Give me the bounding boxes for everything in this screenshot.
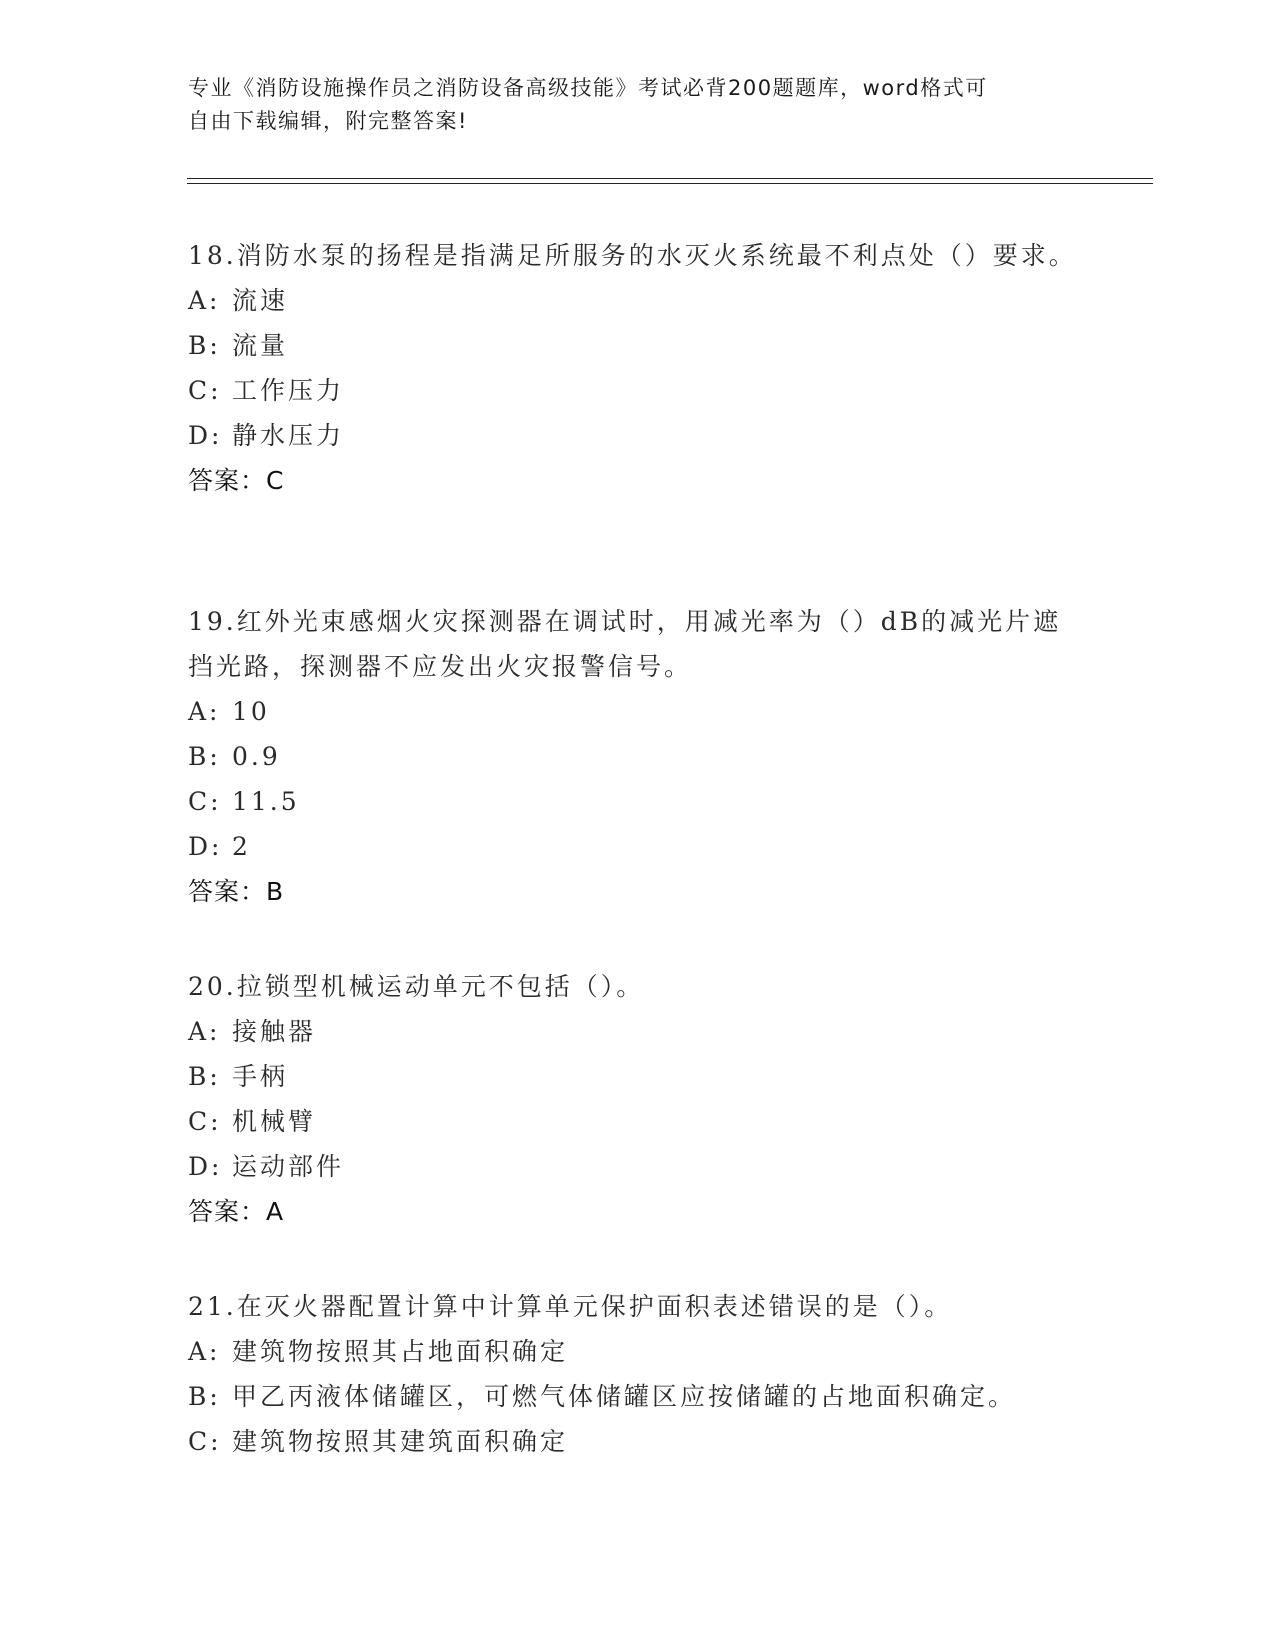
option-key: A: bbox=[188, 1017, 221, 1046]
option-d bbox=[188, 413, 1088, 458]
document-header bbox=[188, 72, 1088, 138]
option-key: D: bbox=[188, 421, 223, 450]
answer-line: 答案：C bbox=[188, 466, 285, 495]
option-key: D: bbox=[188, 1152, 223, 1181]
header-line-2: 自由下载编辑，附完整答案! bbox=[188, 109, 468, 133]
option-d bbox=[188, 824, 1088, 869]
header-divider-top bbox=[187, 178, 1153, 179]
option-c bbox=[188, 779, 1088, 824]
option-text: 2 bbox=[232, 832, 251, 861]
option-text: 手柄 bbox=[232, 1062, 289, 1091]
question-19 bbox=[188, 599, 1088, 914]
option-a bbox=[188, 1329, 1088, 1374]
option-a bbox=[188, 278, 1088, 323]
option-key: A: bbox=[188, 1337, 221, 1366]
question-stem: 21.在灭火器配置计算中计算单元保护面积表述错误的是（）。 bbox=[188, 1292, 953, 1321]
question-18 bbox=[188, 233, 1088, 503]
option-d bbox=[188, 1144, 1088, 1189]
option-key: C: bbox=[188, 1427, 222, 1456]
option-a bbox=[188, 689, 1088, 734]
option-key: D: bbox=[188, 832, 223, 861]
question-stem: 19.红外光束感烟火灾探测器在调试时，用减光率为（）dB的减光片遮挡光路，探测器不应发出火灾报警信号。 bbox=[188, 607, 1062, 681]
question-stem: 18.消防水泵的扬程是指满足所服务的水灭火系统最不利点处（）要求。 bbox=[188, 241, 1077, 270]
option-text: 流量 bbox=[232, 331, 289, 360]
option-b bbox=[188, 1374, 1088, 1419]
option-key: B: bbox=[188, 331, 221, 360]
option-key: A: bbox=[188, 697, 221, 726]
option-c bbox=[188, 1419, 1088, 1464]
option-text: 建筑物按照其占地面积确定 bbox=[232, 1337, 569, 1366]
option-text: 机械臂 bbox=[232, 1107, 317, 1136]
option-text: 接触器 bbox=[232, 1017, 317, 1046]
option-key: B: bbox=[188, 1382, 221, 1411]
option-b bbox=[188, 1054, 1088, 1099]
question-stem: 20.拉锁型机械运动单元不包括（）。 bbox=[188, 972, 645, 1001]
option-text: 11.5 bbox=[232, 787, 300, 816]
answer-line: 答案：A bbox=[188, 1197, 285, 1226]
option-b bbox=[188, 323, 1088, 368]
header-line-1: 专业《消防设施操作员之消防设备高级技能》考试必背200题题库，word格式可 bbox=[188, 76, 988, 100]
option-key: C: bbox=[188, 376, 222, 405]
option-c bbox=[188, 368, 1088, 413]
option-key: B: bbox=[188, 742, 221, 771]
answer-line: 答案：B bbox=[188, 877, 285, 906]
option-a bbox=[188, 1009, 1088, 1054]
option-text: 10 bbox=[232, 697, 270, 726]
option-text: 静水压力 bbox=[232, 421, 345, 450]
option-text: 0.9 bbox=[232, 742, 281, 771]
question-21 bbox=[188, 1284, 1088, 1464]
option-key: B: bbox=[188, 1062, 221, 1091]
option-b bbox=[188, 734, 1088, 779]
option-text: 流速 bbox=[232, 286, 289, 315]
option-text: 甲乙丙液体储罐区，可燃气体储罐区应按储罐的占地面积确定。 bbox=[232, 1382, 1017, 1411]
question-20 bbox=[188, 964, 1088, 1234]
option-key: A: bbox=[188, 286, 221, 315]
header-divider-bottom bbox=[187, 183, 1153, 184]
option-c bbox=[188, 1099, 1088, 1144]
option-key: C: bbox=[188, 1107, 222, 1136]
option-text: 运动部件 bbox=[232, 1152, 345, 1181]
option-text: 建筑物按照其建筑面积确定 bbox=[232, 1427, 569, 1456]
option-key: C: bbox=[188, 787, 222, 816]
option-text: 工作压力 bbox=[232, 376, 345, 405]
